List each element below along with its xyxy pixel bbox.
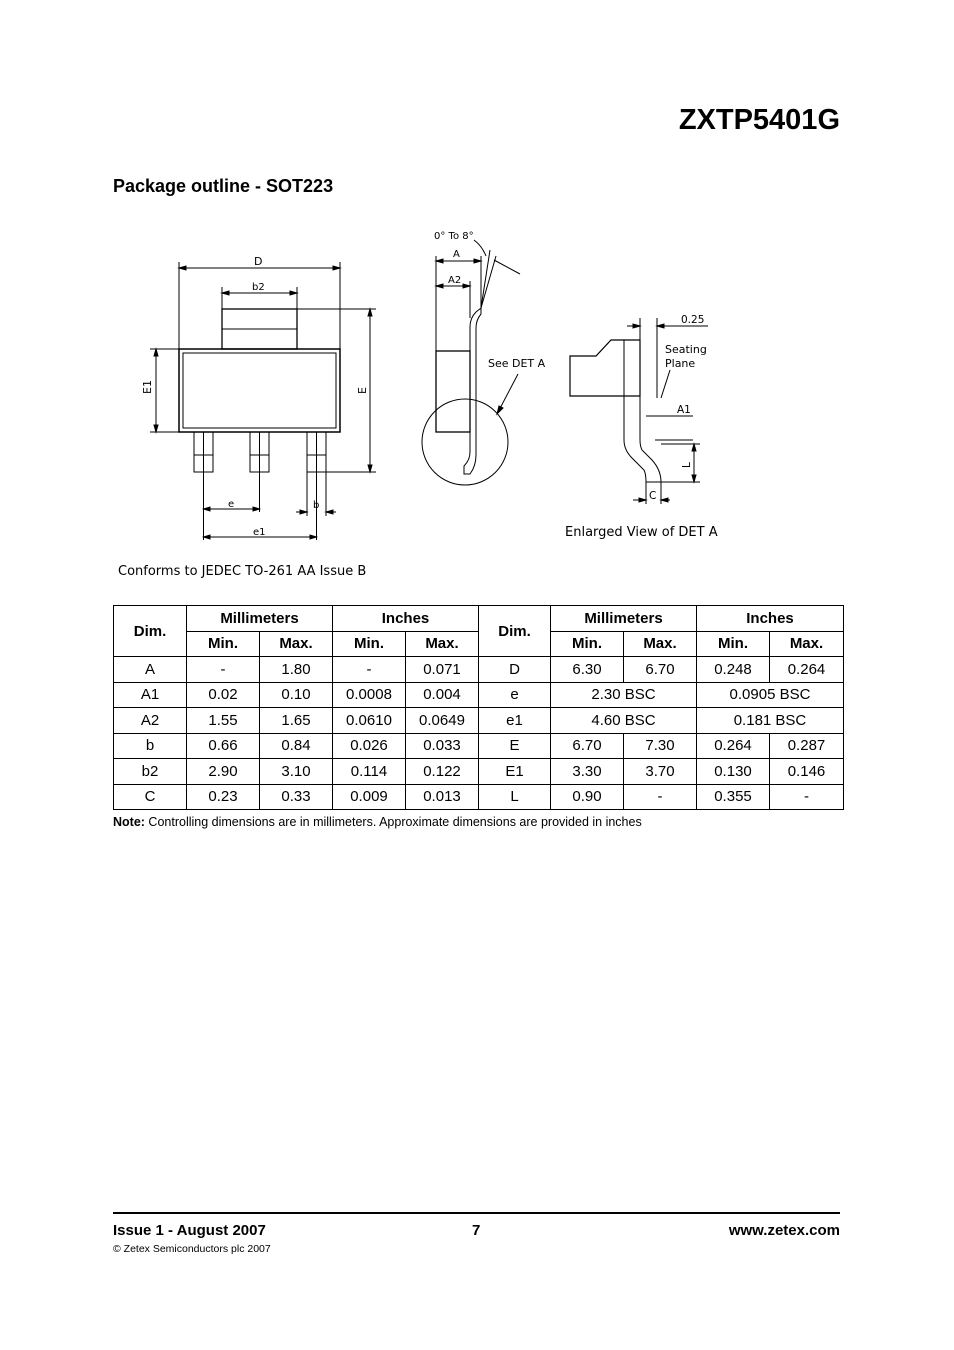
label-E1: E1 <box>141 380 154 394</box>
table-row <box>114 733 844 759</box>
lead-center <box>250 432 269 472</box>
part-number-title: ZXTP5401G <box>678 104 840 136</box>
label-E: E <box>356 387 369 394</box>
cell-value: 0.146 <box>770 759 844 785</box>
cell-value: 0.114 <box>333 759 406 785</box>
header-inches-left: Inches <box>333 606 479 632</box>
cell-dim: C <box>114 784 187 810</box>
note-text: Controlling dimensions are in millimeters. Approximate dimensions are provided in inches <box>144 815 642 829</box>
header-min: Min. <box>551 631 624 657</box>
package-outline-drawing <box>0 0 954 560</box>
label-0-25: 0.25 <box>681 314 705 326</box>
lead-left <box>194 432 213 472</box>
label-e: e <box>228 499 235 510</box>
cell-value: 0.071 <box>406 657 479 683</box>
cell-value: 0.10 <box>260 682 333 708</box>
header-min: Min. <box>187 631 260 657</box>
cell-value: 0.026 <box>333 733 406 759</box>
table-header-row <box>114 606 844 632</box>
cell-value: 0.033 <box>406 733 479 759</box>
cell-value: 6.70 <box>551 733 624 759</box>
header-max: Max. <box>406 631 479 657</box>
header-dim-left: Dim. <box>114 606 187 657</box>
cell-value: 3.10 <box>260 759 333 785</box>
cell-value: 0.0905 BSC <box>697 682 844 708</box>
cell-value: 1.55 <box>187 708 260 734</box>
cell-value: 0.33 <box>260 784 333 810</box>
cell-value: - <box>770 784 844 810</box>
cell-value: 0.013 <box>406 784 479 810</box>
label-b2: b2 <box>252 282 265 293</box>
cell-value: - <box>187 657 260 683</box>
label-e1: e1 <box>253 527 266 538</box>
cell-value: 2.90 <box>187 759 260 785</box>
table-row <box>114 657 844 683</box>
cell-value: 0.009 <box>333 784 406 810</box>
cell-value: 0.004 <box>406 682 479 708</box>
cell-dim: b2 <box>114 759 187 785</box>
cell-value: 1.65 <box>260 708 333 734</box>
label-b: b <box>313 500 320 511</box>
cell-value: 0.90 <box>551 784 624 810</box>
cell-dim: b <box>114 733 187 759</box>
label-D: D <box>254 255 263 268</box>
cell-value: 0.84 <box>260 733 333 759</box>
cell-value: 0.248 <box>697 657 770 683</box>
table-row <box>114 682 844 708</box>
label-angle: 0° To 8° <box>434 231 474 242</box>
cell-value: 7.30 <box>624 733 697 759</box>
header-min: Min. <box>333 631 406 657</box>
cell-dim: e <box>479 682 551 708</box>
cell-value: 0.0008 <box>333 682 406 708</box>
header-max: Max. <box>770 631 844 657</box>
lead-right <box>307 432 326 472</box>
cell-dim: D <box>479 657 551 683</box>
cell-value: 0.66 <box>187 733 260 759</box>
cell-value: 0.181 BSC <box>697 708 844 734</box>
section-title: Package outline - SOT223 <box>113 176 334 196</box>
cell-dim: A1 <box>114 682 187 708</box>
top-view <box>150 262 376 540</box>
cell-value: 0.355 <box>697 784 770 810</box>
cell-value: 0.122 <box>406 759 479 785</box>
label-A1: A1 <box>677 404 691 416</box>
detail-view-labels <box>565 314 718 540</box>
table-note <box>113 815 642 829</box>
label-L: L <box>681 462 693 468</box>
header-max: Max. <box>624 631 697 657</box>
cell-dim: A2 <box>114 708 187 734</box>
top-view-labels <box>141 255 369 538</box>
cell-value: 4.60 BSC <box>551 708 697 734</box>
label-C: C <box>649 490 657 502</box>
label-see-det: See DET A <box>488 357 546 370</box>
cell-value: 0.287 <box>770 733 844 759</box>
cell-value: 1.80 <box>260 657 333 683</box>
header-millimeters-left: Millimeters <box>187 606 333 632</box>
label-seating: Seating <box>665 343 707 356</box>
cell-value: 0.0649 <box>406 708 479 734</box>
header-millimeters-right: Millimeters <box>551 606 697 632</box>
table-row <box>114 759 844 785</box>
note-label: Note: <box>113 815 145 829</box>
cell-dim: e1 <box>479 708 551 734</box>
footer-divider <box>113 1212 840 1214</box>
cell-value: 3.30 <box>551 759 624 785</box>
header-dim-right: Dim. <box>479 606 551 657</box>
header-max: Max. <box>260 631 333 657</box>
table-row <box>114 708 844 734</box>
footer-copyright: © Zetex Semiconductors plc 2007 <box>113 1243 271 1255</box>
label-plane: Plane <box>665 357 696 370</box>
label-enlarged-view: Enlarged View of DET A <box>565 525 718 540</box>
cell-value: - <box>624 784 697 810</box>
label-A2: A2 <box>448 275 462 286</box>
footer-issue: Issue 1 - August 2007 <box>113 1222 266 1239</box>
header-min: Min. <box>697 631 770 657</box>
cell-value: 6.70 <box>624 657 697 683</box>
cell-dim: E <box>479 733 551 759</box>
cell-value: 0.23 <box>187 784 260 810</box>
header-inches-right: Inches <box>697 606 844 632</box>
cell-value: - <box>333 657 406 683</box>
cell-dim: L <box>479 784 551 810</box>
cell-value: 0.02 <box>187 682 260 708</box>
footer-website-link[interactable]: www.zetex.com <box>728 1222 840 1239</box>
cell-value: 6.30 <box>551 657 624 683</box>
dimensions-table <box>113 605 844 810</box>
table-row <box>114 784 844 810</box>
label-A: A <box>453 249 460 260</box>
cell-value: 0.130 <box>697 759 770 785</box>
cell-dim: E1 <box>479 759 551 785</box>
page-number: 7 <box>472 1222 481 1239</box>
cell-value: 2.30 BSC <box>551 682 697 708</box>
cell-dim: A <box>114 657 187 683</box>
cell-value: 3.70 <box>624 759 697 785</box>
jedec-conformance-note: Conforms to JEDEC TO-261 AA Issue B <box>118 564 367 579</box>
cell-value: 0.0610 <box>333 708 406 734</box>
cell-value: 0.264 <box>770 657 844 683</box>
cell-value: 0.264 <box>697 733 770 759</box>
